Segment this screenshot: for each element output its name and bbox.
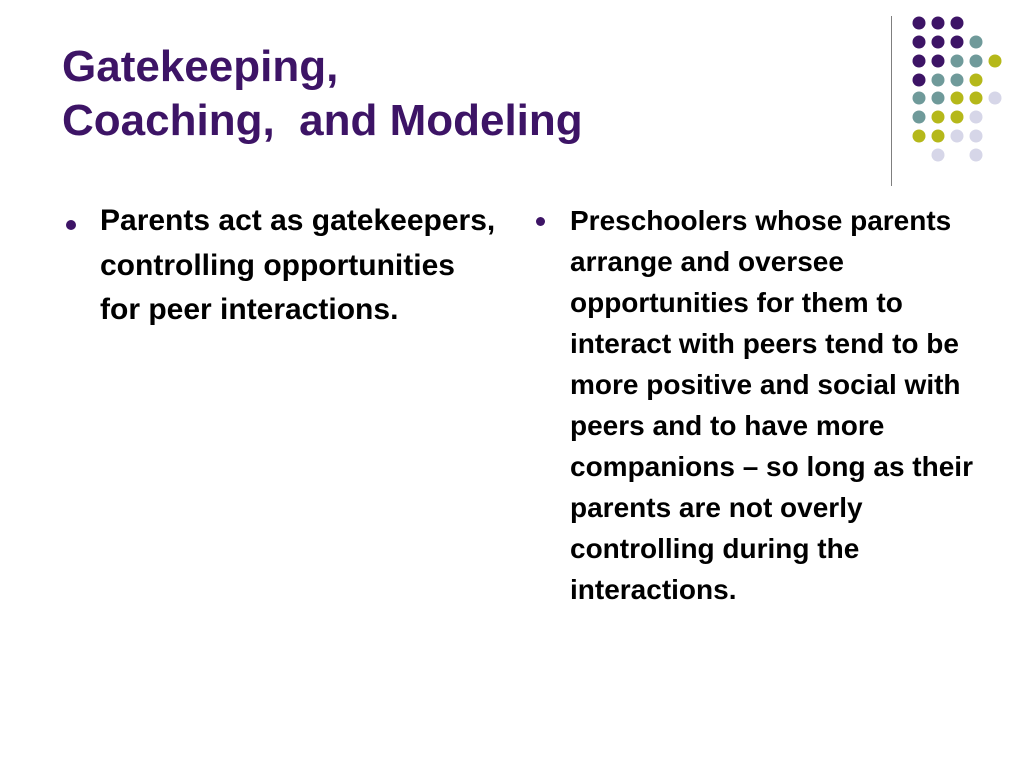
decorative-dot [913, 17, 926, 30]
decorative-dot [913, 55, 926, 68]
decorative-dot [913, 74, 926, 87]
decorative-dot [913, 111, 926, 124]
decorative-dot [951, 92, 964, 105]
decorative-dot [932, 55, 945, 68]
decorative-dot [913, 36, 926, 49]
decorative-dot [970, 111, 983, 124]
decorative-dot [951, 74, 964, 87]
decorative-dot [970, 149, 983, 162]
decorative-dot-grid [0, 0, 1024, 200]
decorative-dot [951, 36, 964, 49]
title-line-1: Gatekeeping, [62, 42, 339, 91]
decorative-dot [970, 74, 983, 87]
decorative-dot [932, 36, 945, 49]
decorative-dot [970, 55, 983, 68]
bullet-dot-icon [66, 220, 76, 230]
decorative-dot [913, 92, 926, 105]
decorative-dot [989, 92, 1002, 105]
decorative-dot [932, 111, 945, 124]
decorative-dot [951, 111, 964, 124]
decorative-dot [951, 17, 964, 30]
title-line-2: Coaching, and Modeling [62, 96, 583, 145]
decorative-dot [932, 92, 945, 105]
left-column [62, 199, 502, 333]
right-column [532, 200, 982, 610]
bullet-text: Parents act as gatekeepers, controlling opportunities for peer interactions. [100, 204, 496, 326]
decorative-dot [932, 74, 945, 87]
decorative-dot [970, 92, 983, 105]
decorative-dot [913, 130, 926, 143]
bullet-text: Preschoolers whose parents arrange and oversee opportunities for them to interact with peers tend to be more positive and social with peers and to have more companions – so long as their parents are not overly controlling during the interactions. [570, 205, 973, 605]
decorative-dot [970, 130, 983, 143]
decorative-dot [989, 55, 1002, 68]
decorative-dot [951, 130, 964, 143]
decorative-dot [932, 17, 945, 30]
decorative-dot [932, 149, 945, 162]
bullet-item [62, 199, 502, 333]
decorative-dot [970, 36, 983, 49]
decorative-dot [932, 130, 945, 143]
bullet-dot-icon [536, 217, 545, 226]
decorative-dot [951, 55, 964, 68]
bullet-item [532, 200, 982, 610]
